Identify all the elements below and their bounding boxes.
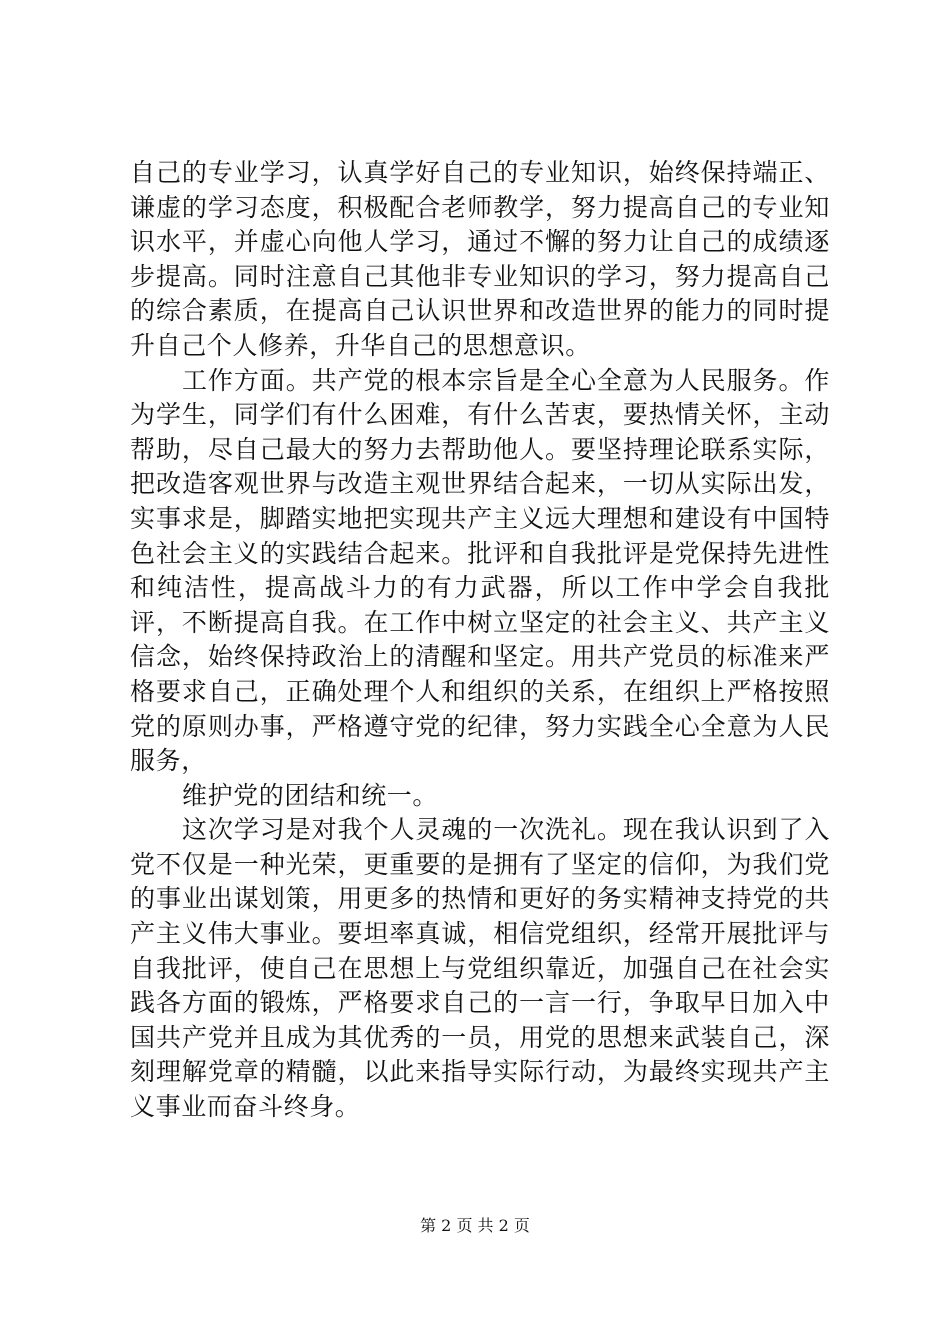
- paragraph-1: 自己的专业学习，认真学好自己的专业知识，始终保持端正、谦虚的学习态度，积极配合老师教学，努力提高自己的专业知识水平，并虚心向他人学习，通过不懈的努力让自己的成绩逐步提高。同时注意自己其他非专业知识的学习，努力提高自己的综合素质，在提高自己认识世界和改造世界的能力的同时提升自己个人修养，升华自己的思想意识。: [130, 158, 830, 360]
- paragraph-3: 维护党的团结和统一。: [182, 780, 439, 810]
- document-body: [130, 156, 830, 1125]
- paragraph-4: 这次学习是对我个人灵魂的一次洗礼。现在我认识到了入党不仅是一种光荣，更重要的是拥有了坚定的信仰，为我们党的事业出谋划策，用更多的热情和更好的务实精神支持党的共产主义伟大事业。要坦率真诚，相信党组织，经常开展批评与自我批评，使自己在思想上与党组织靠近，加强自己在社会实践各方面的锻炼，严格要求自己的一言一行，争取早日加入中国共产党并且成为其优秀的一员，用党的思想来武装自己，深刻理解党章的精髓，以此来指导实际行动，为最终实现共产主义事业而奋斗终身。: [130, 815, 830, 1122]
- paragraph-2: 工作方面。共产党的根本宗旨是全心全意为人民服务。作为学生，同学们有什么困难，有什么苦衷，要热情关怀，主动帮助，尽自己最大的努力去帮助他人。要坚持理论联系实际，把改造客观世界与改造主观世界结合起来，一切从实际出发，实事求是，脚踏实地把实现共产主义远大理想和建设有中国特色社会主义的实践结合起来。批评和自我批评是党保持先进性和纯洁性，提高战斗力的有力武器，所以工作中学会自我批评，不断提高自我。在工作中树立坚定的社会主义、共产主义信念，始终保持政治上的清醒和坚定。用共产党员的标准来严格要求自己，正确处理个人和组织的关系，在组织上严格按照党的原则办事，严格遵守党的纪律，努力实践全心全意为人民服务，: [130, 365, 830, 776]
- page-number-label: 第 2 页 共 2 页: [420, 1216, 530, 1235]
- page-footer: [0, 1214, 950, 1238]
